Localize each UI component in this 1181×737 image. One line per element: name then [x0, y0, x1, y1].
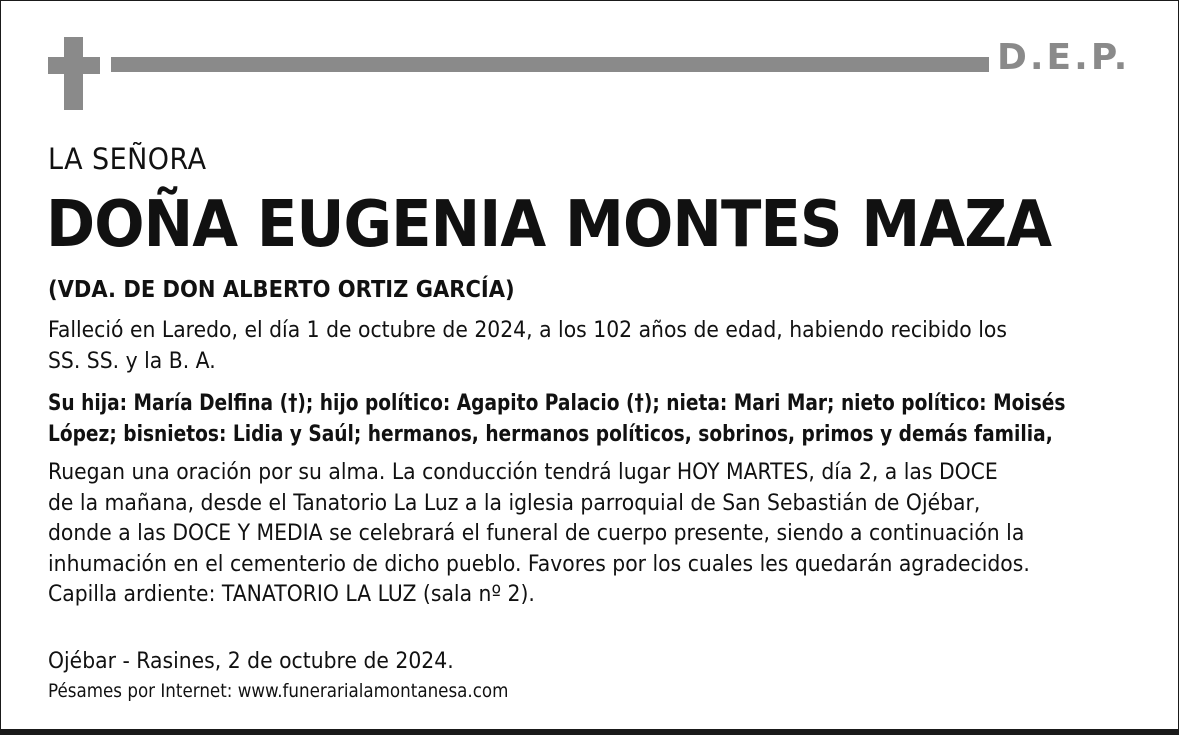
text-line: SS. SS. y la B. A.: [48, 347, 216, 374]
text-line: Su hija: María Delfina (†); hijo político: Agapito Palacio (†); nieta: Mari Mar; nieto político: Moisés: [48, 391, 1066, 416]
dep-label: D.E.P.: [997, 37, 1131, 78]
text-line: de la mañana, desde el Tanatorio La Luz a la iglesia parroquial de San Sebastián de Ojébar,: [48, 489, 981, 516]
text-line: Ruegan una oración por su alma. La conducción tendrá lugar HOY MARTES, día 2, a las DOCE: [48, 459, 998, 485]
text-line: inhumación en el cementerio de dicho pueblo. Favores por los cuales les quedarán agradecidos.: [48, 550, 1030, 577]
cross-icon: [48, 37, 100, 110]
family-list: [48, 389, 1066, 450]
text-line: Capilla ardiente: TANATORIO LA LUZ (sala nº 2).: [48, 581, 535, 607]
widow-of: (VDA. DE DON ALBERTO ORTIZ GARCÍA): [48, 277, 515, 303]
text-line: Falleció en Laredo, el día 1 de octubre de 2024, a los 102 años de edad, habiendo recibido los: [48, 317, 1007, 343]
text-line: López; bisnietos: Lidia y Saúl; hermanos, hermanos políticos, sobrinos, primos y demás familia,: [48, 421, 1053, 447]
funeral-info: [48, 457, 1116, 610]
deceased-name: DOÑA EUGENIA MONTES MAZA: [46, 188, 1052, 262]
text-line: donde a las DOCE Y MEDIA se celebrará el funeral de cuerpo presente, siendo a continuación la: [48, 520, 1025, 546]
intro-title: LA SEÑORA: [48, 142, 207, 176]
death-notice: [48, 315, 1116, 376]
header-divider: [111, 57, 989, 72]
place-date: Ojébar - Rasines, 2 de octubre de 2024.: [48, 648, 454, 674]
condolences-link: Pésames por Internet: www.funerarialamontanesa.com: [48, 680, 509, 702]
